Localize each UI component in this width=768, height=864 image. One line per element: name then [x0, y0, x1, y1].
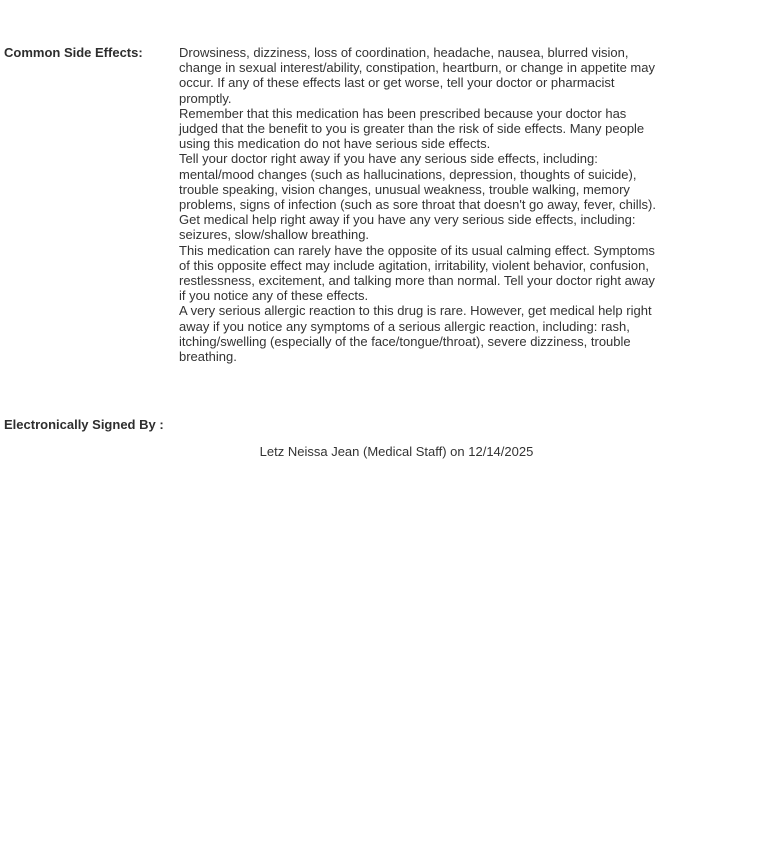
common-side-effects-label: Common Side Effects: — [4, 45, 143, 60]
electronically-signed-by-label: Electronically Signed By : — [4, 417, 164, 433]
side-effects-paragraph: Tell your doctor right away if you have any serious side effects, including: mental/mood changes (such as hallucinations, depression, thoughts of suicide), trouble speaking, vision changes, unusual weakness, trouble walking, memory problems, signs of infection (such as sore throat that doesn't go away, fever, chills). — [179, 151, 656, 213]
side-effects-paragraph: A very serious allergic reaction to this drug is rare. However, get medical help right away if you notice any symptoms of a serious allergic reaction, including: rash, itching/swelling (especially of the face/tongue/throat), severe dizziness, trouble breathing. — [179, 303, 652, 365]
common-side-effects-section — [0, 45, 768, 364]
electronic-signature-section — [0, 417, 768, 459]
signature-value: Letz Neissa Jean (Medical Staff) on 12/14/2025 — [259, 444, 534, 460]
side-effects-paragraph: Remember that this medication has been prescribed because your doctor has judged that the benefit to you is greater than the risk of side effects. Many people using this medication do not have serious side effects. — [179, 105, 645, 152]
common-side-effects-text — [179, 45, 661, 364]
side-effects-paragraph: Drowsiness, dizziness, loss of coordination, headache, nausea, blurred vision, change in sexual interest/ability, constipation, heartburn, or change in appetite may occur. If any of these effects last or get worse, tell your doctor or pharmacist promptly. — [179, 45, 655, 106]
side-effects-paragraph: Get medical help right away if you have any very serious side effects, including: seizures, slow/shallow breathing. — [179, 212, 636, 243]
side-effects-paragraph: This medication can rarely have the opposite of its usual calming effect. Symptoms of this opposite effect may include agitation, irritability, violent behavior, confusion, restlessness, excitement, and talking more than normal. Tell your doctor right away if you notice any of these effects. — [179, 242, 655, 304]
